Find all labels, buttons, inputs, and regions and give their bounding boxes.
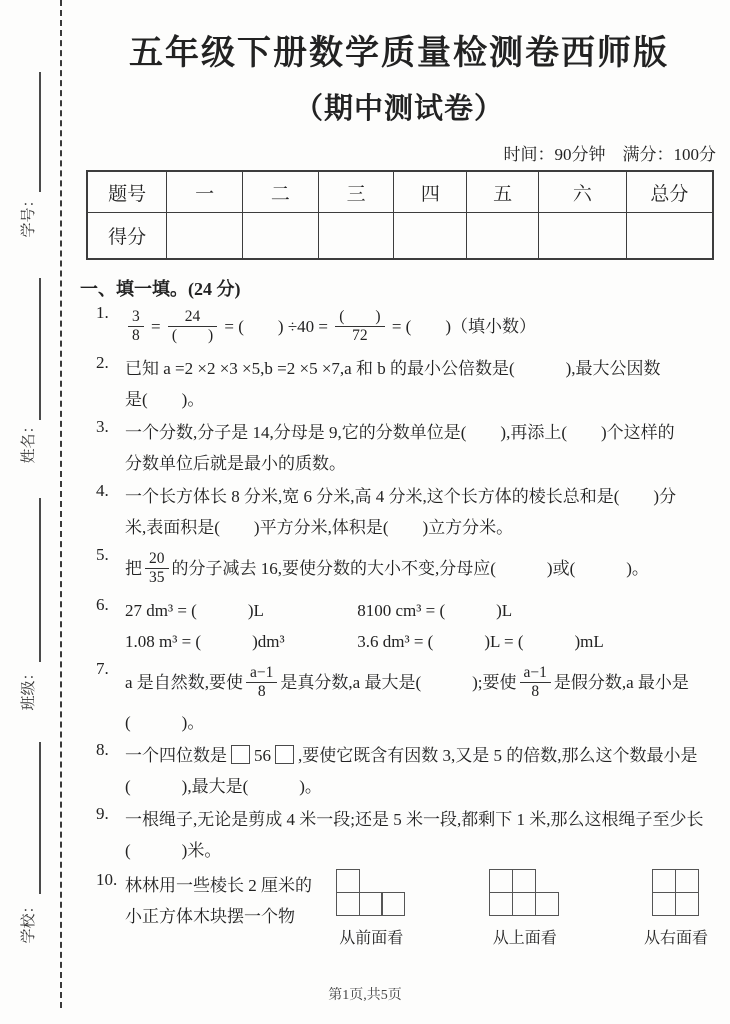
score-table-col-6: 六 [539, 171, 627, 213]
question-8-line-1: 一个四位数是 56 ,要使它既含有因数 3,又是 5 的倍数,那么这个数最小是 [125, 746, 698, 765]
score-table-col-3: 三 [318, 171, 394, 213]
score-table-col-2: 二 [242, 171, 318, 213]
score-table-col-1: 一 [167, 171, 243, 213]
question-2-number: 2. [96, 353, 109, 372]
right-view-grid [653, 870, 699, 916]
fraction: $\frac{24}{( )}$ [168, 308, 217, 344]
score-table-col-4: 四 [394, 171, 467, 213]
right-view-figure [644, 870, 708, 948]
fraction: $\frac{a-1}{8}$ [520, 664, 551, 700]
question-9 [80, 804, 718, 866]
question-4 [80, 481, 718, 543]
section-1-heading: 一、填一填。(24 分) [80, 279, 241, 299]
question-6-number: 6. [96, 595, 109, 614]
front-view-grid [337, 870, 405, 916]
conversion-1: 27 dm³ = ( )L [125, 601, 264, 620]
question-6-line-2 [125, 626, 718, 657]
conversion-2: 8100 cm³ = ( )L [357, 601, 513, 620]
write-line-student-id [39, 72, 41, 192]
digit-blank-box [231, 745, 250, 764]
question-9-line-2: ( )米。 [125, 841, 222, 860]
question-7-number: 7. [96, 659, 109, 678]
field-label-school: 学校： [21, 898, 37, 944]
top-view-label: 从上面看 [492, 929, 557, 947]
question-1-text: $\frac{3}{8}$ = $\frac{24}{( )}$ = ( ) ÷40 = $\frac{( )}{72}$ = ( )（填小数） [125, 303, 718, 351]
score-table-col-total: 总分 [626, 171, 713, 213]
question-1 [80, 303, 718, 351]
score-table-col-5: 五 [467, 171, 539, 213]
field-label-name: 姓名： [21, 418, 37, 464]
fold-dashed-line [60, 0, 62, 1008]
question-2 [80, 353, 718, 415]
score-cell [626, 213, 713, 260]
digit-blank-box [275, 745, 294, 764]
question-3-line-2: 分数单位后就是最小的质数。 [125, 454, 346, 473]
write-line-school [39, 742, 41, 894]
exam-page [80, 0, 718, 948]
question-6-line-1 [125, 595, 718, 626]
question-3 [80, 417, 718, 479]
score-table-header-row [87, 171, 713, 213]
front-view-figure [337, 870, 405, 948]
write-line-name [39, 278, 41, 420]
question-7-line-2: ( )。 [125, 713, 205, 732]
fraction: $\frac{( )}{72}$ [335, 308, 384, 344]
left-margin [0, 0, 64, 1024]
question-8-number: 8. [96, 740, 109, 759]
field-label-class: 班级： [21, 665, 37, 711]
question-7 [80, 659, 718, 738]
conversion-4: 3.6 dm³ = ( )L = ( )mL [357, 632, 604, 651]
front-view-label: 从前面看 [339, 929, 404, 947]
question-10 [80, 870, 718, 948]
page-number: 第1页,共5页 [328, 988, 402, 1003]
score-cell [539, 213, 627, 260]
question-5-text: 把 $\frac{20}{35}$ 的分子减去 16,要使分数的大小不变,分母应( )或( )。 [125, 550, 649, 586]
question-10-number: 10. [96, 870, 118, 889]
page-title: 五年级下册数学质量检测卷西师版 [129, 35, 669, 72]
question-7-line-1: a 是自然数,要使 $\frac{a-1}{8}$ 是真分数,a 最大是( );要使 $\frac{a-1}{8}$ 是假分数,a 最小是 [125, 664, 689, 700]
question-1-number: 1. [96, 303, 109, 322]
score-table-score-row [87, 213, 713, 260]
question-9-line-1: 一根绳子,无论是剪成 4 米一段;还是 5 米一段,都剩下 1 米,那么这根绳子至少长 [125, 810, 704, 829]
top-view-grid [490, 870, 558, 916]
score-row-label: 得分 [87, 213, 167, 260]
question-3-line-1: 一个分数,分子是 14,分母是 9,它的分数单位是( ),再添上( )个这样的 [125, 423, 675, 442]
view-figures [337, 870, 718, 948]
fraction: $\frac{20}{35}$ [145, 550, 169, 586]
write-line-class [39, 498, 41, 662]
score-table-corner: 题号 [87, 171, 167, 213]
right-view-label: 从右面看 [643, 929, 708, 947]
question-8-line-2: ( ),最大是( )。 [125, 777, 322, 796]
score-cell [242, 213, 318, 260]
field-label-student-id: 学号： [21, 192, 37, 238]
page-subtitle: （期中测试卷） [293, 93, 504, 125]
score-cell [318, 213, 394, 260]
question-10-text [125, 870, 337, 948]
question-5-number: 5. [96, 545, 109, 564]
question-5 [80, 545, 718, 593]
question-2-line-2: 是( )。 [125, 390, 205, 409]
score-cell [167, 213, 243, 260]
time-score-info: 时间：90分钟 满分：100分 [503, 145, 716, 164]
score-cell [467, 213, 539, 260]
top-view-figure [490, 870, 558, 948]
score-cell [394, 213, 467, 260]
score-table [86, 170, 714, 260]
question-2-line-1: 已知 a =2 ×2 ×3 ×5,b =2 ×5 ×7,a 和 b 的最小公倍数是( ),最大公因数 [125, 359, 661, 378]
question-6 [80, 595, 718, 657]
question-4-line-2: 米,表面积是( )平方分米,体积是( )立方分米。 [125, 518, 514, 537]
fraction: $\frac{a-1}{8}$ [246, 664, 277, 700]
fraction: $\frac{3}{8}$ [128, 308, 144, 344]
conversion-3: 1.08 m³ = ( )dm³ [125, 632, 285, 651]
question-8 [80, 740, 718, 802]
question-10-line-2: 小正方体木块摆一个物 [125, 907, 295, 926]
question-3-number: 3. [96, 417, 109, 436]
question-4-line-1: 一个长方体长 8 分米,宽 6 分米,高 4 分米,这个长方体的棱长总和是( )分 [125, 487, 677, 506]
question-9-number: 9. [96, 804, 109, 823]
question-4-number: 4. [96, 481, 109, 500]
question-10-line-1: 林林用一些棱长 2 厘米的 [125, 876, 312, 895]
